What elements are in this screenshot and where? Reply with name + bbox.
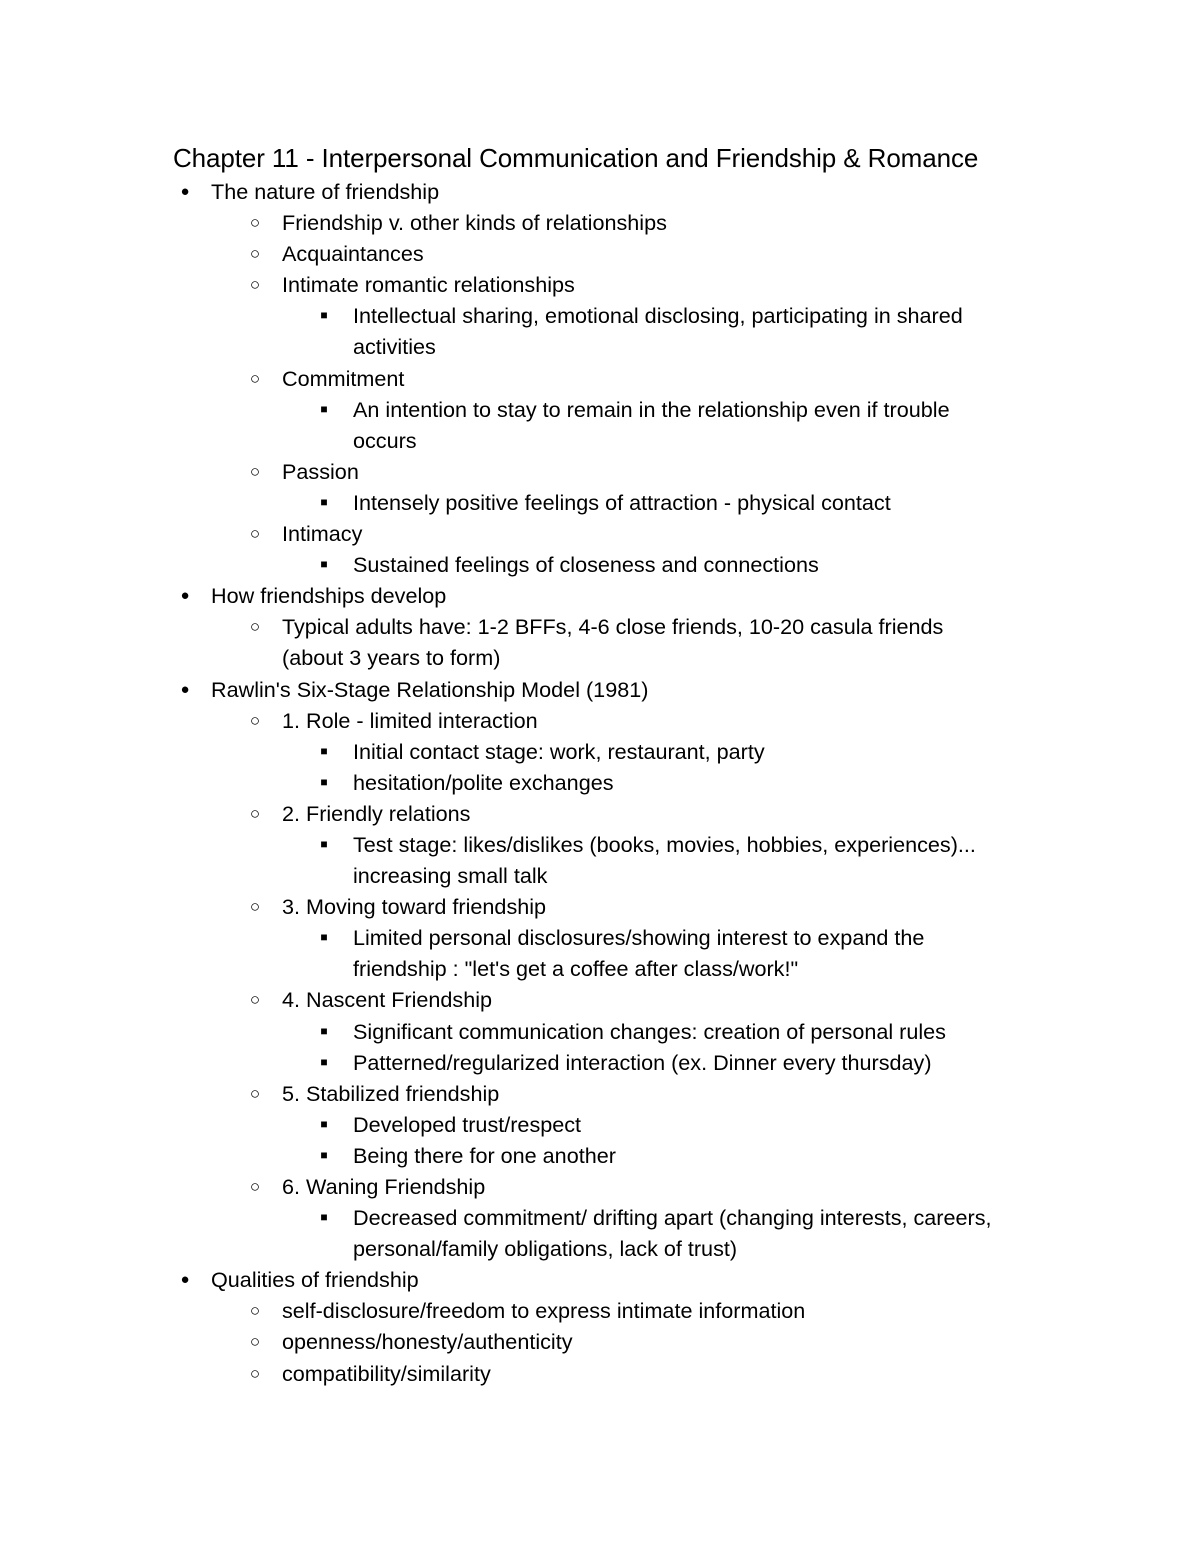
list-item: [0, 176, 1200, 207]
list-item: [0, 767, 1200, 798]
list-item: [0, 1140, 1200, 1171]
bullet-circle-icon: ○: [249, 803, 261, 823]
list-item-continuation: [0, 1233, 1200, 1264]
bullet-square-icon: ■: [320, 401, 328, 416]
bullet-circle-icon: ○: [249, 275, 261, 295]
list-item-text: Intellectual sharing, emotional disclosing, participating in shared: [353, 303, 963, 329]
list-item-text: The nature of friendship: [211, 179, 440, 204]
list-item-continuation: [0, 642, 1200, 673]
bullet-disc-icon: ●: [180, 183, 190, 200]
bullet-circle-icon: ○: [249, 461, 261, 481]
list-item-text: (about 3 years to form): [282, 645, 501, 671]
bullet-square-icon: ■: [320, 1023, 328, 1038]
list-item: [0, 829, 1200, 860]
bullet-square-icon: ■: [320, 930, 328, 945]
bullet-square-icon: ■: [320, 836, 328, 851]
list-item-continuation: [0, 860, 1200, 891]
list-item-continuation: [0, 953, 1200, 984]
list-item: [0, 984, 1200, 1015]
list-item-text: 1. Role - limited interaction: [282, 707, 538, 733]
list-item-text: Typical adults have: 1-2 BFFs, 4-6 close friends, 10-20 casula friends: [282, 614, 944, 640]
list-item-text: Limited personal disclosures/showing interest to expand the: [353, 925, 925, 951]
list-item-text: Acquaintances: [282, 241, 424, 267]
list-item-text: openness/honesty/authenticity: [282, 1329, 573, 1355]
list-item: [0, 1326, 1200, 1357]
list-item-text: compatibility/similarity: [282, 1360, 491, 1386]
bullet-circle-icon: ○: [249, 897, 261, 917]
list-item-text: activities: [353, 334, 436, 360]
list-item-text: occurs: [353, 427, 417, 453]
bullet-circle-icon: ○: [249, 368, 261, 388]
list-item: [0, 611, 1200, 642]
bullet-disc-icon: ●: [180, 587, 190, 605]
list-item-text: Passion: [282, 458, 359, 484]
list-item: [0, 456, 1200, 487]
list-item: [0, 1047, 1200, 1078]
list-item-continuation: [0, 425, 1200, 456]
bullet-square-icon: ■: [320, 774, 328, 789]
list-item-text: Significant communication changes: creation of personal rules: [353, 1018, 946, 1044]
list-item: [0, 705, 1200, 736]
bullet-circle-icon: ○: [249, 1301, 261, 1321]
list-item: [0, 518, 1200, 549]
bullet-square-icon: ■: [320, 1210, 328, 1225]
list-item: [0, 1109, 1200, 1140]
bullet-circle-icon: ○: [249, 1363, 261, 1383]
list-item: [0, 207, 1200, 238]
list-item: [0, 1171, 1200, 1202]
bullet-circle-icon: ○: [249, 710, 261, 730]
list-item-text: Commitment: [282, 365, 405, 391]
list-item-text: 2. Friendly relations: [282, 800, 471, 826]
list-item-text: 6. Waning Friendship: [282, 1174, 486, 1199]
list-item: [0, 394, 1200, 425]
list-item: [0, 1078, 1200, 1109]
bullet-circle-icon: ○: [249, 990, 261, 1010]
bullet-circle-icon: ○: [249, 1177, 261, 1196]
page-title: Chapter 11 - Interpersonal Communication and Friendship & Romance: [173, 143, 979, 173]
bullet-disc-icon: ●: [180, 680, 190, 698]
list-item: [0, 363, 1200, 394]
list-item-text: Qualities of friendship: [211, 1267, 419, 1293]
list-item: [0, 300, 1200, 331]
bullet-square-icon: ■: [320, 494, 328, 509]
list-item-text: How friendships develop: [211, 583, 447, 609]
list-item-text: increasing small talk: [353, 863, 548, 889]
list-item: [0, 798, 1200, 829]
bullet-circle-icon: ○: [249, 524, 261, 544]
list-item: [0, 1202, 1200, 1233]
list-item: [0, 269, 1200, 300]
list-item: [0, 1016, 1200, 1047]
bullet-circle-icon: ○: [249, 213, 261, 233]
list-item-text: self-disclosure/freedom to express intimate information: [282, 1298, 806, 1324]
list-item-text: Developed trust/respect: [353, 1111, 582, 1137]
list-item-text: Decreased commitment/ drifting apart (changing interests, careers,: [353, 1205, 992, 1231]
list-item-text: Test stage: likes/dislikes (books, movies, hobbies, experiences)...: [353, 831, 976, 857]
list-item: [0, 487, 1200, 518]
list-item: [0, 922, 1200, 953]
list-item: [0, 1295, 1200, 1326]
bullet-square-icon: ■: [320, 743, 328, 758]
list-item: [0, 1358, 1200, 1389]
list-item-text: Intimacy: [282, 521, 363, 547]
bullet-square-icon: ■: [320, 1116, 328, 1131]
list-item: [0, 674, 1200, 705]
bullet-circle-icon: ○: [249, 617, 261, 637]
bullet-circle-icon: ○: [249, 1083, 261, 1103]
list-item-text: Patterned/regularized interaction (ex. Dinner every thursday): [353, 1049, 932, 1075]
bullet-square-icon: ■: [320, 308, 328, 323]
bullet-square-icon: ■: [320, 1054, 328, 1069]
bullet-square-icon: ■: [320, 1147, 328, 1162]
list-item-text: friendship : "let's get a coffee after class/work!": [353, 956, 799, 982]
list-item: [0, 891, 1200, 922]
bullet-disc-icon: ●: [180, 1271, 190, 1289]
list-item: [0, 238, 1200, 269]
list-item-text: 4. Nascent Friendship: [282, 987, 493, 1013]
list-item-text: Rawlin's Six-Stage Relationship Model (1981): [211, 676, 649, 702]
list-item-text: Being there for one another: [353, 1142, 616, 1168]
list-item-text: hesitation/polite exchanges: [353, 769, 614, 795]
list-item: [0, 736, 1200, 767]
bullet-circle-icon: ○: [249, 244, 261, 264]
list-item-text: Initial contact stage: work, restaurant, party: [353, 738, 765, 764]
bullet-square-icon: ■: [320, 557, 328, 572]
outline-list: [0, 176, 1200, 1389]
list-item-text: An intention to stay to remain in the relationship even if trouble: [353, 396, 950, 422]
list-item-text: 3. Moving toward friendship: [282, 894, 547, 920]
list-item-text: Sustained feelings of closeness and connections: [353, 552, 819, 578]
list-item-text: 5. Stabilized friendship: [282, 1080, 500, 1106]
list-item-text: Intimate romantic relationships: [282, 272, 575, 298]
list-item-text: Friendship v. other kinds of relationships: [282, 210, 667, 236]
list-item-continuation: [0, 331, 1200, 362]
list-item-text: Intensely positive feelings of attraction - physical contact: [353, 489, 891, 515]
list-item: [0, 1264, 1200, 1295]
list-item: [0, 580, 1200, 611]
list-item: [0, 549, 1200, 580]
list-item-text: personal/family obligations, lack of trust): [353, 1236, 738, 1262]
bullet-circle-icon: ○: [249, 1332, 261, 1352]
